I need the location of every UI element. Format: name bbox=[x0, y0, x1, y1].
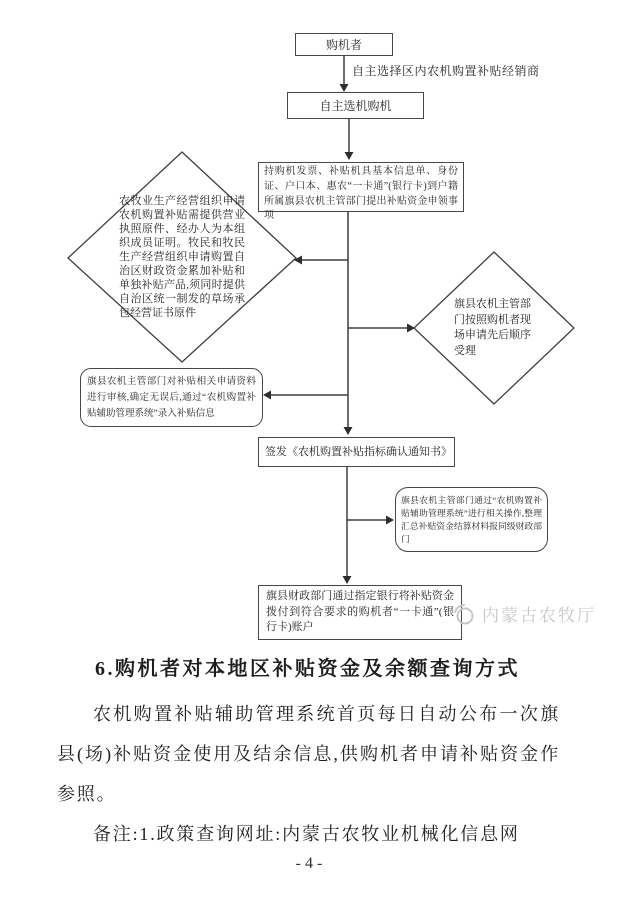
body-paragraph: 农机购置补贴辅助管理系统首页每日自动公布一次旗县(场)补贴资金使用及结余信息,供购机者申请补贴资金作参照。 bbox=[57, 704, 560, 804]
note-line: 备注:1.政策查询网址:内蒙古农牧业机械化信息网 bbox=[93, 824, 520, 844]
watermark-text: 内蒙古农牧厅 bbox=[482, 606, 596, 625]
flow-node-purchaser-label: 购机者 bbox=[325, 38, 362, 52]
flow-node-review-input: 旗县农机主管部门对补贴相关申请资料进行审核,确定无误后,通过“农机购置补贴辅助管理系统”录入补贴信息 bbox=[80, 368, 263, 427]
flow-node-payment: 旗县财政部门通过指定银行将补贴资金拨付到符合要求的购机者“一卡通”(银行卡)账户 bbox=[258, 585, 462, 640]
flow-node-apply-materials: 持购机发票、补贴机具基本信息单、身份证、户口本、惠农“一卡通”(银行卡)到户籍所属旗县农机主管部门提出补贴资金申领事项 bbox=[258, 162, 464, 212]
flow-node-self-select bbox=[287, 92, 424, 119]
flow-diamond-accept-order: 旗县农机主管部门按照购机者现场申请先后顺序受理 bbox=[454, 298, 531, 357]
watermark-logo-icon bbox=[452, 602, 476, 626]
flow-diamond-org-requirements: 农牧业生产经营组织申请农机购置补贴需提供营业执照原件、经办人为本组织成员证明。牧民和牧民生产经营组织申请购置自治区财政资金累加补贴和单独补贴产品,须同时提供自治区统一制发的草场承包经营证书原件 bbox=[119, 195, 245, 319]
section-heading: 6.购机者对本地区补贴资金及余额查询方式 bbox=[95, 658, 520, 680]
page-number: - 4 - bbox=[295, 855, 323, 872]
flow-node-issue-notice: 签发《农机购置补贴指标确认通知书》 bbox=[258, 437, 455, 467]
flow-node-purchaser bbox=[295, 33, 393, 56]
flow-node-settlement-report: 旗县农机主管部门通过“农机购置补贴辅助管理系统”进行相关操作,整理汇总补贴资金结算材料报同级财政部门 bbox=[395, 487, 548, 552]
watermark bbox=[452, 601, 596, 626]
flow-edge-label-select-dealer: 自主选择区内农机购置补贴经销商 bbox=[352, 64, 540, 78]
flow-node-self-select-label: 自主选机购机 bbox=[319, 99, 392, 113]
article-section bbox=[57, 652, 560, 854]
